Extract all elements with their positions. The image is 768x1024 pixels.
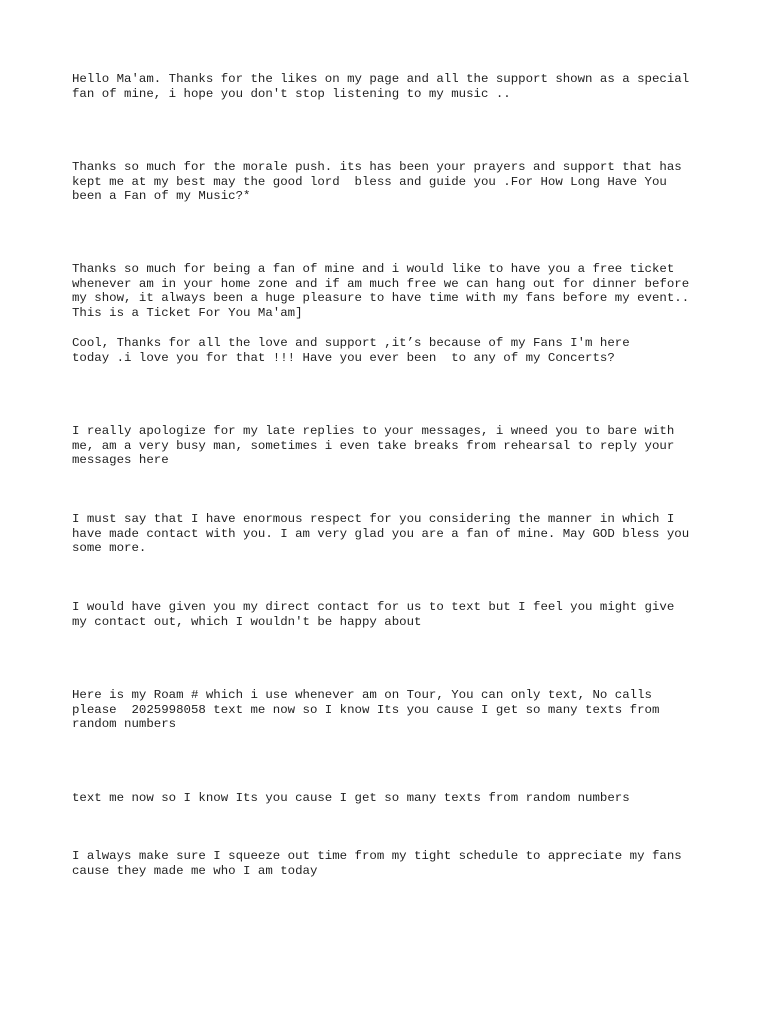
paragraph-9: text me now so I know Its you cause I get so many texts from random numbers	[72, 791, 630, 805]
paragraph-10: I always make sure I squeeze out time from my tight schedule to appreciate my fans cause they made me who I am today	[72, 849, 682, 878]
paragraph-6: I must say that I have enormous respect for you considering the manner in which I have made contact with you. I am very glad you are a fan of mine. May GOD bless you some more.	[72, 512, 690, 556]
paragraph-1: Hello Ma'am. Thanks for the likes on my page and all the support shown as a special fan of mine, i hope you don't stop listening to my music ..	[72, 72, 690, 101]
paragraph-3: Thanks so much for being a fan of mine and i would like to have you a free ticket whenever am in your home zone and if am much free we can hang out for dinner before my show, it always been a huge pleasure to have time with my fans before my event.. This is a Ticket For You Ma'am]	[72, 262, 690, 321]
paragraph-5: I really apologize for my late replies to your messages, i wneed you to bare with me, am a very busy man, sometimes i even take breaks from rehearsal to reply your messages here	[72, 424, 675, 468]
paragraph-7: I would have given you my direct contact for us to text but I feel you might give my contact out, which I wouldn't be happy about	[72, 600, 675, 629]
paragraph-8: Here is my Roam # which i use whenever am on Tour, You can only text, No calls please 2025998058 text me now so I know Its you cause I get so many texts from random numbers	[72, 688, 660, 732]
paragraph-2: Thanks so much for the morale push. its has been your prayers and support that has kept me at my best may the good lord bless and guide you .For How Long Have You been a Fan of my Music?*	[72, 160, 682, 204]
paragraph-4: Cool, Thanks for all the love and support ,it’s because of my Fans I'm here today .i love you for that !!! Have you ever been to any of my Concerts?	[72, 336, 630, 365]
